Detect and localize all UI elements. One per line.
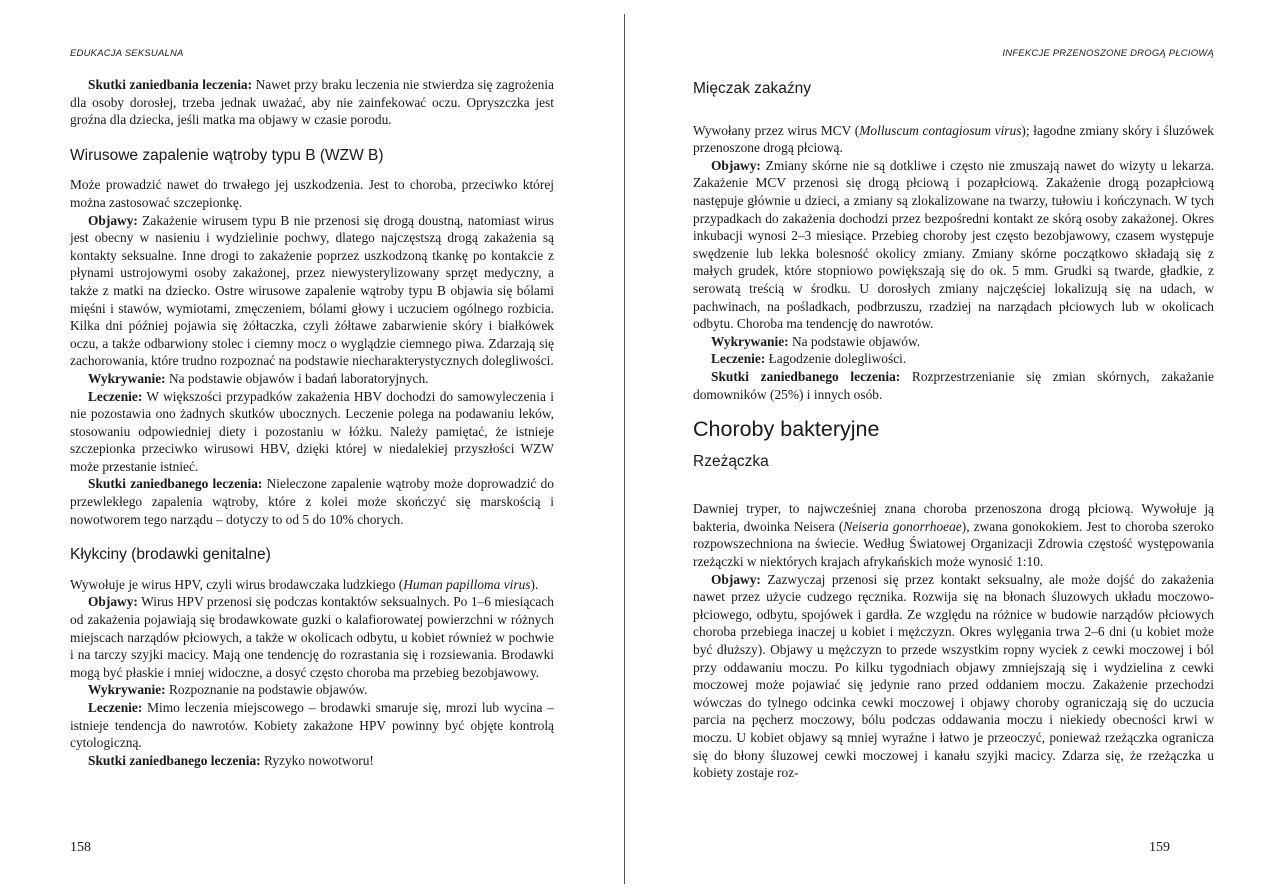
running-head-right: INFEKCJE PRZENOSZONE DROGĄ PŁCIOWĄ: [1002, 48, 1214, 59]
page-number-right: 159: [1149, 840, 1170, 855]
molluscum-intro: Wywołany przez wirus MCV (Molluscum contagiosum virus); łagodne zmiany skóry i śluzówek przenoszone drogą płciową.: [693, 122, 1215, 156]
molluscum-treatment: Leczenie: Łagodzenie dolegliwości.: [711, 351, 907, 367]
molluscum-detection: Wykrywanie: Na podstawie objawów.: [711, 333, 921, 349]
right-page: [628, 0, 1262, 894]
gonorrhea-symptoms: Objawy: Zazwyczaj przenosi się przez kontakt seksualny, ale może dojść do zakażenia nawet przez użycie cudzego ręcznika. Rozwija się na błonach śluzowych układu moczowo-płciowego, odbytu, spojówek i gardła. Ze względu na różnice w budowie narządów płciowych choroba przebiega inaczej u kobiet i mężczyzn. Okres wylęgania trwa 2–6 dni (u kobiet może być dłuższy). Objawy u mężczyzn to przede wszystkim ropny wyciek z cewki moczowej i ból przy oddawaniu moczu. Po kilku tygodniach objawy zmniejszają się i wydzielina z cewki moczowej może pojawiać się jedynie rano przed oddaniem moczu. Zakażenie przechodzi wówczas do tylnego odcinka cewki moczowej i objawy choroby ograniczają się do uczucia parcia na pęcherz moczowy, bólu podczas oddawania moczu i niekiedy obecności krwi w moczu. U kobiet objawy są mniej wyraźne i łatwo je przeoczyć, ponieważ rzeżączka ogranicza się do błony śluzowej cewki moczowej i kanału szyjki macicy. Zdarza się, że rzeżączka u kobiety zostaje roz-: [693, 571, 1214, 781]
section-title-genital-warts: Kłykciny (brodawki genitalne): [70, 546, 271, 564]
warts-detection: Wykrywanie: Rozpoznanie na podstawie objawów.: [88, 682, 368, 698]
warts-consequences: Skutki zaniedbanego leczenia: Ryzyko nowotworu!: [88, 752, 374, 768]
herpes-neglect-paragraph: Skutki zaniedbania leczenia: Nawet przy braku leczenia nie stwierdza się zagrożenia dla osoby dorosłej, trzeba jednak uważać, aby nie zainfekować oczu. Opryszczka jest groźna dla dziecka, jeśli matka ma objawy w czasie porodu.: [70, 77, 555, 128]
section-title-hbv: Wirusowe zapalenie wątroby typu B (WZW B): [70, 146, 384, 164]
right-page-content: [693, 80, 1214, 782]
section-title-molluscum: Mięczak zakaźny: [693, 80, 812, 97]
left-page-content: [70, 76, 554, 769]
hbv-detection: Wykrywanie: Na podstawie objawów i badań laboratoryjnych.: [88, 370, 429, 386]
section-title-gonorrhea: Rzeżączka: [693, 452, 769, 470]
warts-symptoms: Objawy: Wirus HPV przenosi się podczas kontaktów seksualnych. Po 1–6 miesiącach od zakażenia pojawiają się brodawkowate guzki o kalafiorowatej powierzchni w różnych miejscach narządów płciowych, a także w okolicach odbytu, u kobiet również w pochwie i na tarczy szyjki macicy. Mają one tendencję do rozrastania się i rozsiewania. Brodawki mogą być płaskie i mniej widoczne, a dosyć często choroba ma przebieg bezobjawowy.: [70, 594, 554, 680]
molluscum-symptoms: Objawy: Zmiany skórne nie są dotkliwe i często nie zmuszają nawet do wizyty u lekarza. Zakażenie MCV przenosi się drogą płciową i pozapłciową. Zakażenie drogą pozapłciową następuje głównie u dzieci, a zmiany są zlokalizowane na twarzy, tułowiu i kończynach. W tych przypadkach do zakażenia dochodzi przez bezpośredni kontakt ze skórą osoby zakażonej. Okres inkubacji wynosi 2–3 miesiące. Przebieg choroby jest często bezobjawowy, czasem występuje swędzenie lub lekka bolesność okolicy zmiany. Zmiany skórne początkowo składają się z małych grudek, które stopniowo powiększają się do ok. 5 mm. Grudki są twarde, gładkie, z serowatą treścią w środku. U dorosłych zmiany najczęściej lokalizują się na udach, w pachwinach, na pośladkach, podbrzuszu, rzadziej na narządach płciowych lub w okolicach odbytu. Choroba ma tendencję do nawrotów.: [693, 157, 1214, 332]
hbv-intro: Może prowadzić nawet do trwałego jej uszkodzenia. Jest to choroba, przeciwko której można zastosować szczepionkę.: [70, 177, 554, 210]
gonorrhea-intro: Dawniej tryper, to najwcześniej znana choroba przenoszona drogą płciową. Wywołuje ją bakteria, dwoinka Neisera (Neiseria gonorrhoeae), zwana gonokokiem. Jest to choroba szeroko rozpowszechniona na świecie. Według Światowej Organizacji Zdrowia częstość występowania rzeżączki w niektórych krajach afrykańskich może wynosić 1:10.: [693, 501, 1215, 570]
hbv-treatment: Leczenie: W większości przypadków zakażenia HBV dochodzi do samowyleczenia i nie pozostawia ono żadnych skutków ubocznych. Leczenie polega na podawaniu leków, stosowaniu odpowiedniej diety i pozostaniu w łóżku. Należy pamiętać, że istnieje szczepionka przeciwko wirusowi HBV, dzięki której w niedalekiej przyszłości WZW może przestanie istnieć.: [70, 388, 554, 474]
hbv-symptoms: Objawy: Zakażenie wirusem typu B nie przenosi się drogą doustną, natomiast wirus jest obecny w nasieniu i wydzielinie pochwy, dlatego najczęstszą drogą zakażenia są kontakty seksualne. Inne drogi to zakażenie poprzez uszkodzoną tkankę po kontakcie z płynami ustrojowymi osoby zakażonej, przez niewysterylizowany sprzęt medyczny, a także z matki na dziecko. Ostre wirusowe zapalenie wątroby typu B objawia się bólami mięśni i stawów, wymiotami, zmęczeniem, bólami głowy i uczuciem ogólnego rozbicia. Kilka dni później pojawia się żółtaczka, czyli żółtawe zabarwienie skóry i białkówek oczu, a także odbarwiony stolec i ciemny mocz o wyglądzie ciemnego piwa. Zdarzają się zachorowania, które trudno rozpoznać na podstawie niecharakterystycznych dolegliwości.: [70, 212, 554, 369]
molluscum-consequences: Skutki zaniedbanego leczenia: Rozprzestrzenianie się zmian skórnych, zakażanie domowników (25%) i innych osób.: [693, 368, 1214, 402]
warts-intro: Wywołuje je wirus HPV, czyli wirus brodawczaka ludzkiego (Human papilloma virus).: [70, 576, 539, 592]
page-number-left: 158: [70, 840, 91, 855]
left-page: [0, 0, 625, 894]
chapter-title-bacterial: Choroby bakteryjne: [693, 417, 880, 442]
warts-treatment: Leczenie: Mimo leczenia miejscowego – brodawki smaruje się, mrozi lub wycina – istnieje tendencja do nawrotów. Kobiety zakażone HPV powinny być objęte kontrolą cytologiczną.: [70, 700, 554, 751]
hbv-consequences: Skutki zaniedbanego leczenia: Nieleczone zapalenie wątroby może doprowadzić do przewlekłego zapalenia wątroby, które z kolei może skończyć się marskością i nowotworem tego narządu – dotyczy to od 5 do 10% chorych.: [70, 476, 554, 527]
running-head-left: EDUKACJA SEKSUALNA: [70, 48, 184, 59]
